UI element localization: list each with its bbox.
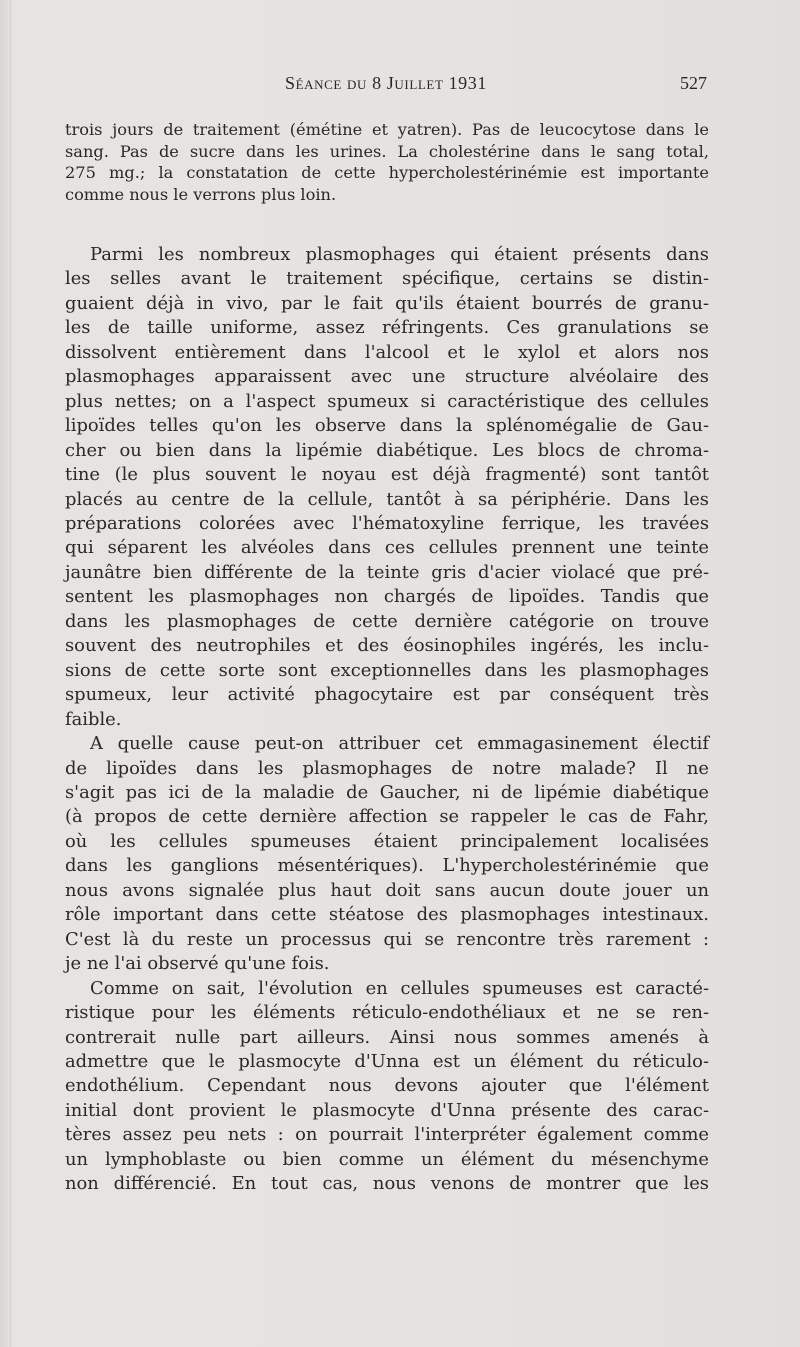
- text-line: trois jours de traitement (émétine et yatren). Pas de leucocytose dans le: [65, 120, 709, 139]
- text-line: 275 mg.; la constatation de cette hypercholestérinémie est importante: [65, 163, 709, 182]
- text-line: jaunâtre bien différente de la teinte gris d'acier violacé que pré-: [65, 561, 709, 583]
- text-line: dans les plasmophages de cette dernière catégorie on trouve: [65, 610, 709, 632]
- text-line: les de taille uniforme, assez réfringents. Ces granulations se: [65, 317, 709, 339]
- text-line: A quelle cause peut-on attribuer cet emmagasinement électif: [90, 733, 709, 755]
- text-line: qui séparent les alvéoles dans ces cellules prennent une teinte: [65, 537, 709, 559]
- text-line: sentent les plasmophages non chargés de lipoïdes. Tandis que: [65, 586, 709, 608]
- text-line: plasmophages apparaissent avec une structure alvéolaire des: [65, 366, 709, 388]
- text-line: tères assez peu nets : on pourrait l'interpréter également comme: [65, 1124, 709, 1146]
- text-line: souvent des neutrophiles et des éosinophiles ingérés, les inclu-: [65, 635, 709, 657]
- text-line: dissolvent entièrement dans l'alcool et le xylol et alors nos: [65, 341, 709, 363]
- text-line: admettre que le plasmocyte d'Unna est un élément du réticulo-: [65, 1050, 709, 1072]
- text-line: nous avons signalée plus haut doit sans aucun doute jouer un: [65, 879, 709, 901]
- text-line: contrerait nulle part ailleurs. Ainsi nous sommes amenés à: [65, 1026, 709, 1048]
- page-header: [65, 73, 707, 97]
- text-line: dans les ganglions mésentériques). L'hypercholestérinémie que: [65, 855, 709, 877]
- running-head: Séance du 8 Juillet 1931: [284, 73, 487, 93]
- body-text: [65, 243, 709, 1197]
- text-line: comme nous le verrons plus loin.: [65, 184, 337, 204]
- paragraph-cause: [65, 732, 709, 977]
- text-line: Parmi les nombreux plasmophages qui étaient présents dans: [90, 244, 709, 265]
- text-line: plus nettes; on a l'aspect spumeux si caractéristique des cellules: [65, 390, 709, 412]
- text-line: s'agit pas ici de la maladie de Gaucher, ni de lipémie diabétique: [65, 781, 709, 803]
- text-line: les selles avant le traitement spécifique, certains se distin-: [65, 268, 709, 290]
- text-line: cher ou bien dans la lipémie diabétique. Les blocs de chroma-: [65, 439, 709, 461]
- text-line: sang. Pas de sucre dans les urines. La cholestérine dans le sang total,: [65, 141, 709, 161]
- paragraph-evolution: [65, 977, 709, 1197]
- text-line: placés au centre de la cellule, tantôt à sa périphérie. Dans les: [65, 488, 709, 510]
- text-line: spumeux, leur activité phagocytaire est par conséquent très: [65, 684, 709, 706]
- text-line: de lipoïdes dans les plasmophages de notre malade? Il ne: [65, 757, 709, 779]
- text-line: sions de cette sorte sont exceptionnelles dans les plasmophages: [65, 659, 709, 681]
- text-line: préparations colorées avec l'hématoxyline ferrique, les travées: [65, 512, 709, 534]
- text-line: Comme on sait, l'évolution en cellules spumeuses est caracté-: [90, 977, 709, 999]
- text-line: initial dont provient le plasmocyte d'Unna présente des carac-: [65, 1099, 709, 1121]
- text-line: faible.: [65, 708, 122, 730]
- text-line: je ne l'ai observé qu'une fois.: [65, 953, 330, 975]
- text-line: non différencié. En tout cas, nous venons de montrer que les: [65, 1173, 709, 1195]
- text-line: un lymphoblaste ou bien comme un élément du mésenchyme: [65, 1148, 709, 1170]
- text-line: guaient déjà in vivo, par le fait qu'ils étaient bourrés de granu-: [65, 292, 709, 314]
- text-line: tine (le plus souvent le noyau est déjà fragmenté) sont tantôt: [65, 464, 709, 486]
- text-line: (à propos de cette dernière affection se rappeler le cas de Fahr,: [65, 806, 709, 828]
- paragraph-continued: [65, 119, 709, 205]
- text-line: ristique pour les éléments réticulo-endothéliaux et ne se ren-: [65, 1002, 709, 1024]
- text-line: C'est là du reste un processus qui se rencontre très rarement :: [65, 928, 709, 950]
- paragraph-plasmophages: [65, 243, 709, 732]
- text-line: où les cellules spumeuses étaient principalement localisées: [65, 830, 709, 852]
- page-number: 527: [680, 73, 707, 93]
- text-line: lipoïdes telles qu'on les observe dans la splénomégalie de Gau-: [65, 415, 709, 437]
- text-line: rôle important dans cette stéatose des plasmophages intestinaux.: [65, 904, 709, 926]
- text-line: endothélium. Cependant nous devons ajouter que l'élément: [65, 1075, 709, 1097]
